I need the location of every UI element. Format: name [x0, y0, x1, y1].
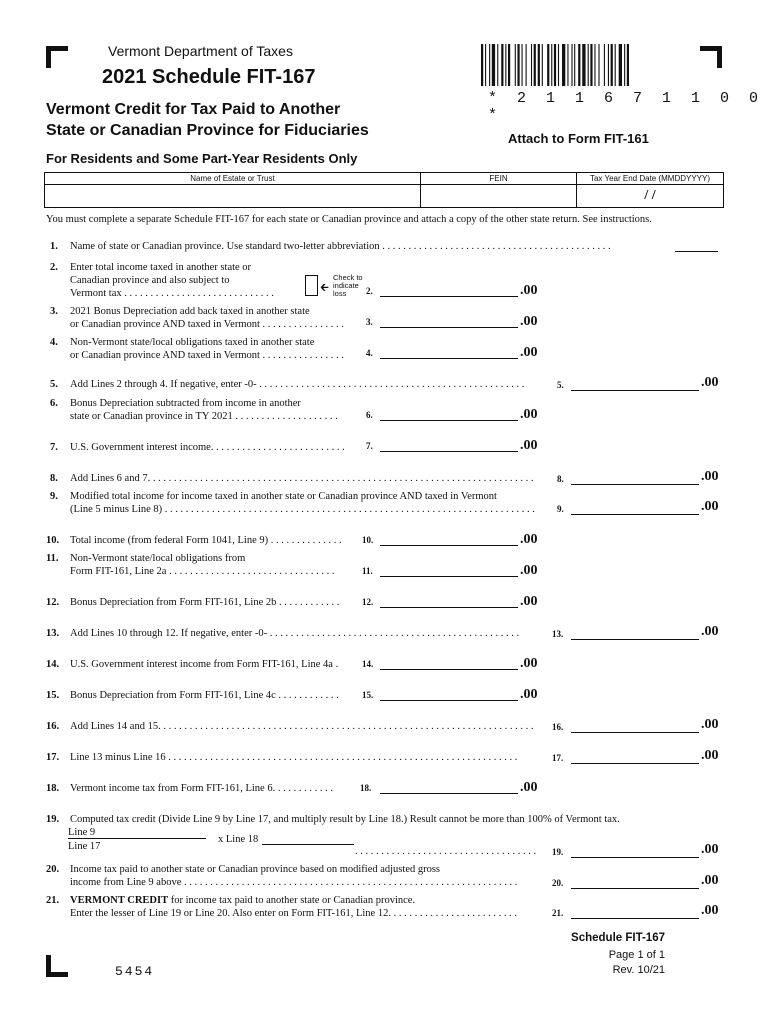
line-text: or Canadian province AND taxed in Vermont . . . . . . . . . . . . . . . . [70, 319, 344, 330]
corner-mark-top-left [46, 46, 68, 68]
barcode-bar [481, 44, 483, 86]
name-input[interactable] [45, 185, 421, 208]
loss-checkbox[interactable] [305, 275, 318, 296]
barcode-bar [594, 44, 595, 86]
subtitle-line-1: Vermont Credit for Tax Paid to Another [46, 101, 341, 118]
barcode-bar [531, 44, 532, 86]
line-reference-number: 12. [362, 597, 374, 607]
line-reference-number: 15. [362, 690, 374, 700]
line-reference-number: 6. [366, 410, 373, 420]
cents-label: .00 [701, 748, 719, 763]
line-text: Non-Vermont state/local obligations from [70, 553, 246, 564]
line-text: income from Line 9 above . . . . . . . . . . . . . . . . . . . . . . . . . . . . . . . . . . . . . . . . . . . . . . . . . . . . . . . . . . . . . . . . [70, 877, 518, 888]
identification-table [44, 172, 724, 208]
line-17-amount-input[interactable] [571, 763, 699, 764]
fein-label: FEIN [421, 173, 577, 185]
cents-label: .00 [520, 687, 538, 702]
line-reference-number: 9. [557, 504, 564, 514]
line-17 [46, 751, 517, 764]
line-reference-number: 3. [366, 317, 373, 327]
line-reference-number: 4. [366, 348, 373, 358]
line-7 [50, 441, 345, 454]
line-13-amount-input[interactable] [571, 639, 699, 640]
cents-label: .00 [701, 375, 719, 390]
footer-form-code: 5454 [115, 964, 155, 979]
line-12 [46, 596, 339, 609]
line-text: Add Lines 2 through 4. If negative, enter -0- . . . . . . . . . . . . . . . . . . . . . . . . . . . . . . . . . . . . . . . . . . . . . . . . . . . [70, 379, 525, 390]
line-text: Income tax paid to another state or Canadian province based on modified adjusted gross [70, 864, 441, 875]
corner-mark-top-right [700, 46, 722, 68]
fraction-multiplier: x Line 18 [218, 834, 259, 845]
barcode-bar [538, 44, 540, 86]
cents-label: .00 [701, 903, 719, 918]
cents-label: .00 [520, 314, 538, 329]
date-label: Tax Year End Date (MMDDYYYY) [577, 173, 724, 185]
line-4-amount-input[interactable] [380, 358, 518, 359]
line-text: Enter the lesser of Line 19 or Line 20. Also enter on Form FIT-161, Line 12. . . . . . . . . . . . . . . . . . . . . . . . . [70, 908, 517, 919]
cents-label: .00 [520, 438, 538, 453]
line-number: 13. [46, 628, 60, 639]
line-14-amount-input[interactable] [380, 669, 518, 670]
loss-checkbox-label: Check to indicate loss [333, 273, 363, 298]
line-reference-number: 8. [557, 474, 564, 484]
line-number: 1. [50, 241, 58, 252]
line-number: 15. [46, 690, 60, 701]
intro-text: You must complete a separate Schedule FIT-167 for each state or Canadian province and attach a copy of the other state return. See instructions. [46, 214, 652, 225]
line-21-amount-input[interactable] [571, 918, 699, 919]
barcode-bar [571, 44, 572, 86]
line-number: 11. [46, 553, 59, 564]
fraction-denominator: Line 17 [68, 841, 101, 852]
line-text: Bonus Depreciation subtracted from income in another [70, 398, 301, 409]
cents-label: .00 [701, 624, 719, 639]
line-text-bold: VERMONT CREDIT [70, 895, 169, 906]
barcode-bar [611, 44, 613, 86]
line-text: Line 13 minus Line 16 . . . . . . . . . . . . . . . . . . . . . . . . . . . . . . . . . . . . . . . . . . . . . . . . . . . . . . . . . . . . . . . . . . . [70, 752, 518, 763]
line-number: 7. [50, 442, 58, 453]
line-text: state or Canadian province in TY 2021 . . . . . . . . . . . . . . . . . . . . [70, 411, 338, 422]
barcode-bar [615, 44, 616, 86]
line-5-amount-input[interactable] [571, 390, 699, 391]
line-text: Bonus Depreciation from Form FIT-161, Line 4c . . . . . . . . . . . . [70, 690, 339, 701]
line-3 [50, 305, 344, 331]
line-text: for income tax paid to another state or Canadian province. [168, 895, 416, 906]
line-16 [46, 720, 533, 733]
line-text: 2021 Bonus Depreciation add back taxed in another state [70, 306, 310, 317]
barcode-bar [582, 44, 585, 86]
cents-label: .00 [520, 563, 538, 578]
barcode-bar [562, 44, 565, 86]
cents-label: .00 [701, 873, 719, 888]
line-text: Canadian province and also subject to [70, 275, 230, 286]
barcode-number: * 2 1 1 6 7 1 1 0 0 * [488, 90, 764, 124]
line-number: 8. [50, 473, 58, 484]
fraction-bar [68, 838, 206, 839]
line-reference-number: 11. [362, 566, 373, 576]
line-number: 16. [46, 721, 60, 732]
line-18 [46, 782, 333, 795]
tax-year-end-input[interactable]: / / [577, 185, 724, 208]
line-reference-number: 2. [366, 286, 373, 296]
form-title: 2021 Schedule FIT-167 [102, 66, 316, 88]
line-text: Non-Vermont state/local obligations taxed in another state [70, 337, 315, 348]
line-14 [46, 658, 338, 671]
line-reference-number: 21. [552, 908, 564, 918]
line-6 [50, 397, 338, 423]
cents-label: .00 [520, 532, 538, 547]
line-12-amount-input[interactable] [380, 607, 518, 608]
cents-label: .00 [701, 469, 719, 484]
line-number: 14. [46, 659, 60, 670]
barcode-bar [489, 44, 490, 86]
line-reference-number: 17. [552, 753, 564, 763]
barcode-bar [604, 44, 605, 86]
corner-mark-bottom-left [46, 955, 68, 977]
barcode-bar [505, 44, 506, 86]
barcode-bar [534, 44, 536, 86]
line-9-amount-input[interactable] [571, 514, 699, 515]
barcode-bar [567, 44, 568, 86]
form-subtitle [46, 99, 369, 141]
line-text: Add Lines 10 through 12. If negative, enter -0- . . . . . . . . . . . . . . . . . . . . . . . . . . . . . . . . . . . . . . . . . . . . . . . . [70, 628, 520, 639]
fein-input[interactable] [421, 185, 577, 208]
line-text: Bonus Depreciation from Form FIT-161, Line 2b . . . . . . . . . . . . [70, 597, 340, 608]
barcode-bar [590, 44, 592, 86]
line-1 [50, 240, 611, 253]
line-number: 3. [50, 306, 58, 317]
barcode-bar [501, 44, 503, 86]
line-15-amount-input[interactable] [380, 700, 518, 701]
barcode-bar [522, 44, 523, 86]
barcode-bar [627, 44, 629, 86]
cents-label: .00 [701, 842, 719, 857]
line-number: 6. [50, 398, 58, 409]
barcode-bar [515, 44, 516, 86]
line-text: Form FIT-161, Line 2a . . . . . . . . . . . . . . . . . . . . . . . . . . . . . . . . [70, 566, 335, 577]
line-13 [46, 627, 519, 640]
line-19-leader: . . . . . . . . . . . . . . . . . . . . . . . . . . . . . . . . . . . [355, 846, 537, 857]
barcode-bar [558, 44, 559, 86]
line-reference-number: 13. [552, 629, 564, 639]
barcode-bar [492, 44, 495, 86]
barcode-bar [508, 44, 510, 86]
barcode-bar [526, 44, 527, 86]
line-text: Vermont tax . . . . . . . . . . . . . . . . . . . . . . . . . . . . . [70, 288, 274, 299]
line-11 [46, 552, 334, 578]
line-8 [50, 472, 533, 485]
line-reference-number: 19. [552, 847, 564, 857]
cents-label: .00 [701, 499, 719, 514]
line-11-amount-input[interactable] [380, 576, 518, 577]
cents-label: .00 [520, 283, 538, 298]
line-reference-number: 5. [557, 380, 564, 390]
line-15 [46, 689, 339, 702]
name-label: Name of Estate or Trust [45, 173, 421, 185]
line-number: 10. [46, 535, 60, 546]
line-9 [50, 490, 535, 516]
line-5 [50, 378, 524, 391]
cents-label: .00 [520, 780, 538, 795]
line-reference-number: 18. [360, 783, 372, 793]
attach-instruction: Attach to Form FIT-161 [508, 131, 649, 146]
line-number: 20. [46, 864, 60, 875]
line-text: Computed tax credit (Divide Line 9 by Line 17, and multiply result by Line 18.) Result cannot be more than 100% of Vermont tax. [70, 814, 620, 825]
line-reference-number: 14. [362, 659, 374, 669]
line-number: 12. [46, 597, 60, 608]
line-16-amount-input[interactable] [571, 732, 699, 733]
line-19-amount-input[interactable] [571, 857, 699, 858]
line-text: Name of state or Canadian province. Use standard two-letter abbreviation . . . . . . . . . . . . . . . . . . . . . . . . . . . . . . . . . . . . . . . . . . . . [70, 241, 611, 252]
line-text: Add Lines 6 and 7. . . . . . . . . . . . . . . . . . . . . . . . . . . . . . . . . . . . . . . . . . . . . . . . . . . . . . . . . . . . . . . . . . . . . . . . . . [70, 473, 534, 484]
footer-schedule-name: Schedule FIT-167 [571, 932, 665, 944]
residents-heading: For Residents and Some Part-Year Residents Only [46, 151, 358, 166]
barcode-bar [497, 44, 498, 86]
line-21 [46, 894, 517, 920]
line-20 [46, 863, 517, 889]
barcode-bar [608, 44, 609, 86]
line-2 [50, 261, 274, 300]
line-text: Total income (from federal Form 1041, Line 9) . . . . . . . . . . . . . . [70, 535, 342, 546]
line-number: 2. [50, 262, 58, 273]
line-number: 9. [50, 491, 58, 502]
line-number: 19. [46, 814, 60, 825]
barcode-bar [542, 44, 543, 86]
line-3-amount-input[interactable] [380, 327, 518, 328]
line-reference-number: 16. [552, 722, 564, 732]
line-text: Modified total income for income taxed in another state or Canadian province AND taxed in Vermont [70, 491, 497, 502]
barcode-bar [598, 44, 599, 86]
barcode [481, 44, 686, 94]
line-number: 21. [46, 895, 60, 906]
footer-revision: Rev. 10/21 [612, 964, 665, 976]
line-text: Vermont income tax from Form FIT-161, Line 6. . . . . . . . . . . . [70, 783, 333, 794]
cents-label: .00 [520, 656, 538, 671]
barcode-bar [574, 44, 575, 86]
line-text: (Line 5 minus Line 8) . . . . . . . . . . . . . . . . . . . . . . . . . . . . . . . . . . . . . . . . . . . . . . . . . . . . . . . . . . . . . . . . . . . . . . . [70, 504, 535, 515]
cents-label: .00 [520, 407, 538, 422]
line-18-entry-line [262, 844, 354, 845]
arrow-left-icon: 🡰 [320, 282, 329, 294]
line-text: Add Lines 14 and 15. . . . . . . . . . . . . . . . . . . . . . . . . . . . . . . . . . . . . . . . . . . . . . . . . . . . . . . . . . . . . . . . . . . . . . . . [70, 721, 534, 732]
line-text: U.S. Government interest income. . . . . . . . . . . . . . . . . . . . . . . . . . [70, 442, 345, 453]
cents-label: .00 [701, 717, 719, 732]
line-6-amount-input[interactable] [380, 420, 518, 421]
line-20-amount-input[interactable] [571, 888, 699, 889]
line-reference-number: 10. [362, 535, 374, 545]
line-8-amount-input[interactable] [571, 484, 699, 485]
barcode-bar [624, 44, 625, 86]
barcode-bar [517, 44, 519, 86]
barcode-bar [554, 44, 556, 86]
line-number: 4. [50, 337, 58, 348]
barcode-bar [551, 44, 552, 86]
department-name: Vermont Department of Taxes [108, 43, 293, 59]
line-18-amount-input[interactable] [380, 793, 518, 794]
line-number: 5. [50, 379, 58, 390]
fraction-numerator: Line 9 [68, 827, 96, 838]
barcode-bar [485, 44, 486, 86]
line-text: U.S. Government interest income from Form FIT-161, Line 4a . [70, 659, 339, 670]
subtitle-line-2: State or Canadian Province for Fiduciaries [46, 122, 369, 139]
barcode-bar [588, 44, 589, 86]
line-10-amount-input[interactable] [380, 545, 518, 546]
barcode-bar [547, 44, 549, 86]
line-2-amount-input[interactable] [380, 296, 518, 297]
line-reference-number: 7. [366, 441, 373, 451]
line-7-amount-input[interactable] [380, 451, 518, 452]
line-10 [46, 534, 342, 547]
line-number: 18. [46, 783, 60, 794]
line-4 [50, 336, 344, 362]
barcode-bar [578, 44, 580, 86]
footer-page-number: Page 1 of 1 [608, 949, 665, 961]
line-reference-number: 20. [552, 878, 564, 888]
line-number: 17. [46, 752, 60, 763]
barcode-bar [619, 44, 622, 86]
line-19 [46, 813, 620, 826]
line-1-state-input[interactable] [675, 251, 718, 252]
cents-label: .00 [520, 594, 538, 609]
line-text: Enter total income taxed in another state or [70, 262, 252, 273]
line-text: or Canadian province AND taxed in Vermont . . . . . . . . . . . . . . . . [70, 350, 344, 361]
cents-label: .00 [520, 345, 538, 360]
